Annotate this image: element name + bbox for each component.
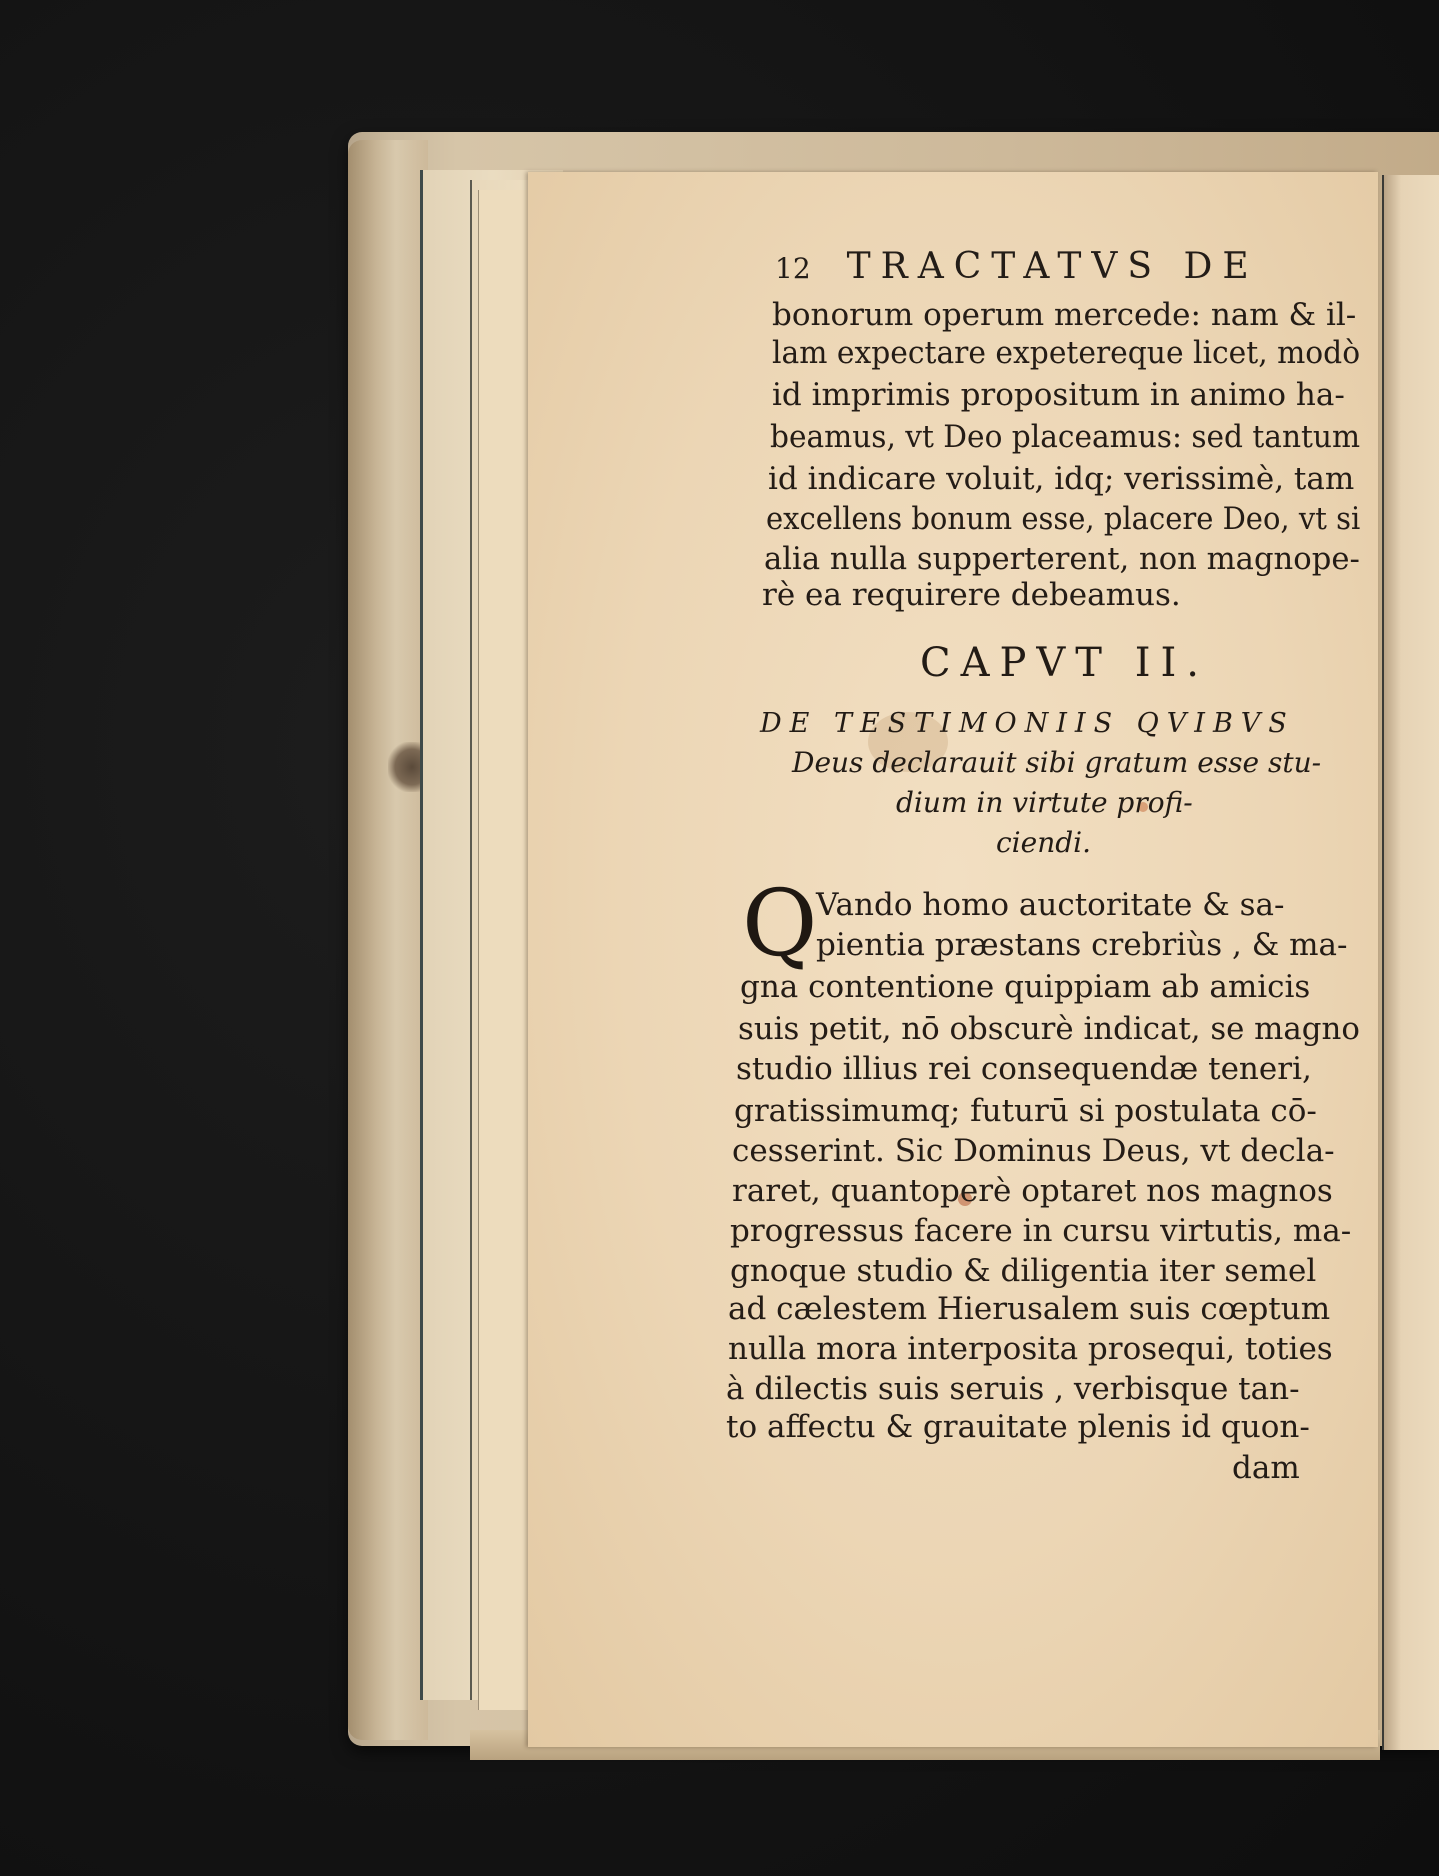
book-spine [348, 140, 428, 1740]
text-line: gratissimumq; futurū si postulata cō- [734, 1093, 1317, 1129]
text-line: lam expectare expetereque licet, modò [772, 335, 1361, 371]
drop-cap: Q [742, 870, 818, 977]
running-head-title: TRACTATVS DE [846, 246, 1259, 287]
text-line: ad cælestem Hierusalem suis cœptum [728, 1291, 1331, 1327]
running-head [775, 246, 1355, 292]
text-line: gnoque studio & diligentia iter semel [730, 1253, 1317, 1289]
text-line: progressus facere in cursu virtutis, ma- [730, 1213, 1352, 1249]
text-line: studio illius rei consequendæ teneri, [736, 1051, 1312, 1087]
chapter-heading: CAPVT II. [920, 640, 1210, 686]
text-line: id indicare voluit, idq; verissimè, tam [768, 461, 1355, 497]
text-line: nulla mora interposita prosequi, toties [728, 1331, 1333, 1367]
text-line: suis petit, nō obscurè indicat, se magno [738, 1011, 1360, 1047]
text-line: id imprimis propositum in animo ha- [772, 377, 1345, 413]
text-line: Vando homo auctoritate & sa- [816, 887, 1285, 923]
chapter-title-line: ciendi. [996, 826, 1092, 859]
text-line: beamus, vt Deo placeamus: sed tantum [770, 419, 1361, 455]
text-line: bonorum operum mercede: nam & il- [772, 297, 1357, 333]
text-line: à dilectis suis seruis , verbisque tan- [726, 1371, 1300, 1407]
chapter-title-line: DE TESTIMONIIS QVIBVS [760, 708, 1295, 739]
text-line: pientia præstans crebriùs , & ma- [816, 927, 1348, 963]
text-line: to affectu & grauitate plenis id quon- [726, 1409, 1310, 1445]
page-number: 12 [775, 252, 811, 285]
text-line: alia nulla supperterent, non magnope- [764, 541, 1360, 577]
chapter-title-line: dium in virtute profi- [896, 786, 1193, 819]
facing-page-edge [1382, 175, 1439, 1750]
text-line: gna contentione quippiam ab amicis [740, 969, 1311, 1005]
text-line: raret, quantoperè optaret nos magnos [732, 1173, 1333, 1209]
text-line: rè ea requirere debeamus. [762, 577, 1181, 613]
text-line: cesserint. Sic Dominus Deus, vt decla- [732, 1133, 1335, 1169]
catchword: dam [1232, 1450, 1300, 1486]
chapter-title-line: Deus declarauit sibi gratum esse stu- [792, 746, 1322, 779]
text-line: excellens bonum esse, placere Deo, vt si [766, 501, 1361, 537]
